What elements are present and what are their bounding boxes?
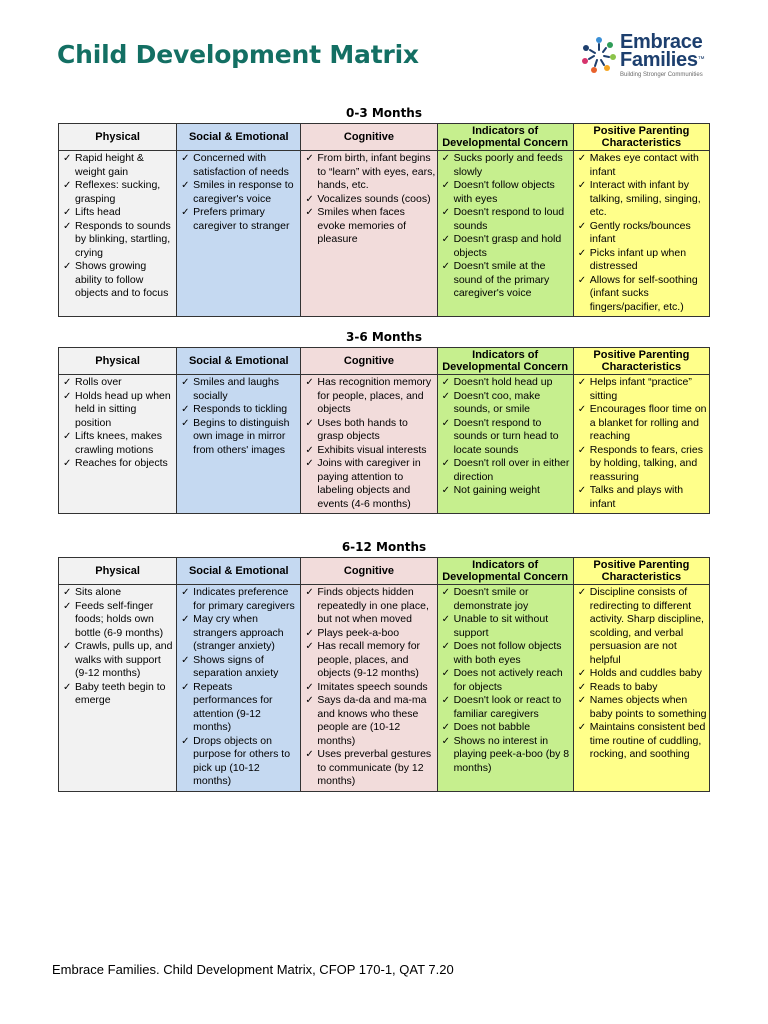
logo-line-1: Embrace — [620, 31, 703, 53]
section-title: 0-3 Months — [345, 106, 422, 120]
list-item: ✓ Doesn't hold head up — [441, 376, 572, 390]
table-cell — [177, 151, 301, 317]
table-cell — [59, 585, 177, 792]
table-cell — [59, 151, 177, 317]
list-item: ✓ Reads to baby — [577, 681, 708, 695]
list-item: ✓ Picks infant up when distressed — [577, 247, 708, 274]
list-item: ✓ Smiles in response to caregiver's voice — [180, 179, 299, 206]
list-item: ✓ Doesn't coo, make sounds, or smile — [441, 390, 572, 417]
list-item: ✓ Maintains consistent bed time routine of cuddling, rocking, and soothing — [577, 721, 708, 762]
list-item: ✓ Sucks poorly and feeds slowly — [441, 152, 572, 179]
list-item: ✓ Does not babble — [441, 721, 572, 735]
list-item: ✓ Feeds self-finger foods; holds own bottle (6-9 months) — [62, 600, 175, 641]
list-item: ✓ Responds to fears, cries by holding, talking, and reassuring — [577, 444, 708, 485]
logo-tagline: Building Stronger Communities — [620, 72, 703, 78]
checklist — [441, 152, 572, 301]
list-item: ✓ Repeats performances for attention (9-12 months) — [180, 681, 299, 735]
list-item: ✓ Lifts head — [62, 206, 175, 220]
list-item: ✓ Reflexes: sucking, grasping — [62, 179, 175, 206]
list-item: ✓ Doesn't grasp and hold objects — [441, 233, 572, 260]
table-header-row — [59, 124, 710, 151]
column-header: Positive Parenting Characteristics — [573, 558, 709, 585]
list-item: ✓ Shows no interest in playing peek-a-boo (by 8 months) — [441, 735, 572, 776]
list-item: ✓ Begins to distinguish own image in mirror from others' images — [180, 417, 299, 458]
list-item: ✓ Sits alone — [62, 586, 175, 600]
column-header: Cognitive — [301, 348, 437, 375]
column-header: Physical — [59, 124, 177, 151]
table-header-row — [59, 558, 710, 585]
checklist — [304, 586, 435, 789]
list-item: ✓ Doesn't smile or demonstrate joy — [441, 586, 572, 613]
list-item: ✓ Responds to tickling — [180, 403, 299, 417]
column-header: Cognitive — [301, 124, 437, 151]
checklist — [62, 152, 175, 301]
checklist — [577, 376, 708, 511]
logo-line-2: Families — [620, 49, 698, 71]
list-item: ✓ Reaches for objects — [62, 457, 175, 471]
checklist — [180, 152, 299, 233]
list-item: ✓ Finds objects hidden repeatedly in one place, but not when moved — [304, 586, 435, 627]
list-item: ✓ Says da-da and ma-ma and knows who these people are (10-12 months) — [304, 694, 435, 748]
list-item: ✓ Has recall memory for people, places, and objects (9-12 months) — [304, 640, 435, 681]
list-item: ✓ Vocalizes sounds (coos) — [304, 193, 435, 207]
footer-citation: Embrace Families. Child Development Matrix, CFOP 170-1, QAT 7.20 — [52, 962, 454, 977]
list-item: ✓ Uses both hands to grasp objects — [304, 417, 435, 444]
list-item: ✓ Unable to sit without support — [441, 613, 572, 640]
table-cell — [437, 151, 573, 317]
list-item: ✓ Shows growing ability to follow objects and to focus — [62, 260, 175, 301]
list-item: ✓ Baby teeth begin to emerge — [62, 681, 175, 708]
checklist — [577, 152, 708, 314]
development-table — [58, 347, 710, 514]
list-item: ✓ Indicates preference for primary caregivers — [180, 586, 299, 613]
column-header: Social & Emotional — [177, 124, 301, 151]
list-item: ✓ Does not follow objects with both eyes — [441, 640, 572, 667]
column-header: Physical — [59, 348, 177, 375]
people-circle-icon — [580, 35, 618, 75]
list-item: ✓ Responds to sounds by blinking, startling, crying — [62, 220, 175, 261]
checklist — [180, 586, 299, 789]
checklist — [62, 376, 175, 471]
list-item: ✓ Smiles when faces evoke memories of pleasure — [304, 206, 435, 247]
table-row — [59, 375, 710, 514]
table-cell — [573, 151, 709, 317]
list-item: ✓ Crawls, pulls up, and walks with support (9-12 months) — [62, 640, 175, 681]
list-item: ✓ Not gaining weight — [441, 484, 572, 498]
table-row — [59, 151, 710, 317]
list-item: ✓ Doesn't respond to loud sounds — [441, 206, 572, 233]
list-item: ✓ Exhibits visual interests — [304, 444, 435, 458]
list-item: ✓ Prefers primary caregiver to stranger — [180, 206, 299, 233]
column-header: Social & Emotional — [177, 558, 301, 585]
list-item: ✓ Has recognition memory for people, places, and objects — [304, 376, 435, 417]
list-item: ✓ Holds head up when held in sitting position — [62, 390, 175, 431]
table-row — [59, 585, 710, 792]
column-header: Positive Parenting Characteristics — [573, 348, 709, 375]
development-table — [58, 123, 710, 317]
list-item: ✓ Rapid height & weight gain — [62, 152, 175, 179]
list-item: ✓ Rolls over — [62, 376, 175, 390]
list-item: ✓ Does not actively reach for objects — [441, 667, 572, 694]
checklist — [577, 586, 708, 762]
list-item: ✓ Doesn't respond to sounds or turn head to locate sounds — [441, 417, 572, 458]
table-cell — [301, 375, 437, 514]
column-header: Indicators of Developmental Concern — [437, 558, 573, 585]
list-item: ✓ Smiles and laughs socially — [180, 376, 299, 403]
column-header: Positive Parenting Characteristics — [573, 124, 709, 151]
table-cell — [301, 151, 437, 317]
table-cell — [573, 585, 709, 792]
list-item: ✓ Encourages floor time on a blanket for rolling and reaching — [577, 403, 708, 444]
list-item: ✓ Plays peek-a-boo — [304, 627, 435, 641]
list-item: ✓ Shows signs of separation anxiety — [180, 654, 299, 681]
list-item: ✓ Names objects when baby points to something — [577, 694, 708, 721]
column-header: Physical — [59, 558, 177, 585]
table-cell — [301, 585, 437, 792]
list-item: ✓ Interact with infant by talking, smiling, singing, etc. — [577, 179, 708, 220]
list-item: ✓ Allows for self-soothing (infant sucks fingers/pacifier, etc.) — [577, 274, 708, 315]
column-header: Indicators of Developmental Concern — [437, 124, 573, 151]
table-cell — [177, 585, 301, 792]
column-header: Indicators of Developmental Concern — [437, 348, 573, 375]
list-item: ✓ Uses preverbal gestures to communicate (by 12 months) — [304, 748, 435, 789]
list-item: ✓ Lifts knees, makes crawling motions — [62, 430, 175, 457]
table-cell — [437, 585, 573, 792]
table-cell — [177, 375, 301, 514]
list-item: ✓ Makes eye contact with infant — [577, 152, 708, 179]
list-item: ✓ Discipline consists of redirecting to different activity. Sharp discipline, scolding, and verbal persuasion are not helpful — [577, 586, 708, 667]
checklist — [304, 152, 435, 247]
list-item: ✓ Helps infant “practice” sitting — [577, 376, 708, 403]
list-item: ✓ From birth, infant begins to “learn” with eyes, ears, hands, etc. — [304, 152, 435, 193]
development-table — [58, 557, 710, 792]
checklist — [304, 376, 435, 511]
trademark: ™ — [697, 56, 705, 63]
list-item: ✓ Concerned with satisfaction of needs — [180, 152, 299, 179]
list-item: ✓ Drops objects on purpose for others to pick up (10-12 months) — [180, 735, 299, 789]
list-item: ✓ Talks and plays with infant — [577, 484, 708, 511]
list-item: ✓ Doesn't roll over in either direction — [441, 457, 572, 484]
list-item: ✓ Imitates speech sounds — [304, 681, 435, 695]
checklist — [441, 586, 572, 775]
list-item: ✓ Doesn't follow objects with eyes — [441, 179, 572, 206]
checklist — [62, 586, 175, 708]
table-cell — [437, 375, 573, 514]
list-item: ✓ Doesn't smile at the sound of the primary caregiver's voice — [441, 260, 572, 301]
section-title: 6-12 Months — [341, 540, 427, 554]
column-header: Social & Emotional — [177, 348, 301, 375]
table-cell — [573, 375, 709, 514]
table-header-row — [59, 348, 710, 375]
list-item: ✓ May cry when strangers approach (stranger anxiety) — [180, 613, 299, 654]
checklist — [441, 376, 572, 498]
list-item: ✓ Gently rocks/bounces infant — [577, 220, 708, 247]
table-cell — [59, 375, 177, 514]
page-title: Child Development Matrix — [57, 40, 419, 69]
embrace-families-logo — [580, 33, 720, 83]
checklist — [180, 376, 299, 457]
column-header: Cognitive — [301, 558, 437, 585]
list-item: ✓ Holds and cuddles baby — [577, 667, 708, 681]
section-title: 3-6 Months — [345, 330, 422, 344]
list-item: ✓ Joins with caregiver in paying attention to labeling objects and events (4-6 months) — [304, 457, 435, 511]
list-item: ✓ Doesn't look or react to familiar caregivers — [441, 694, 572, 721]
